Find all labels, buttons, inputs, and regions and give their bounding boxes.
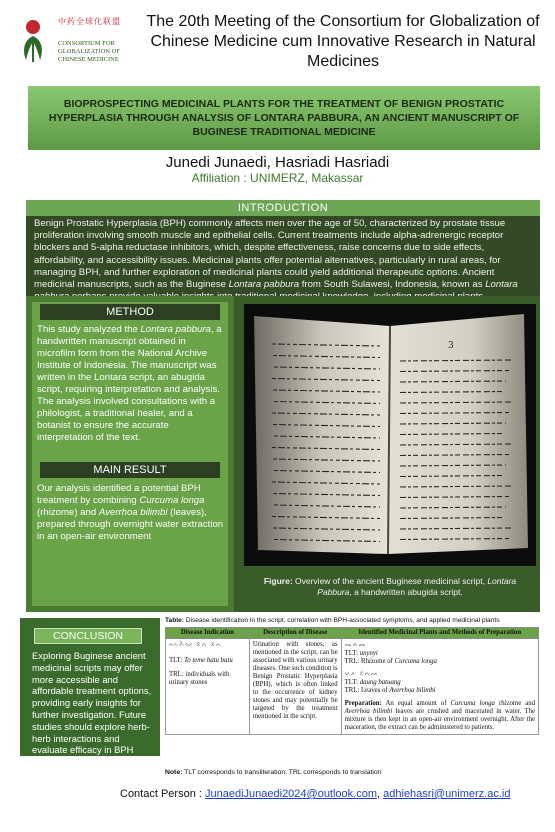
main-result-text: Our analysis identified a potential BPH treatment by combining Curcuma longa (rhizome) and Averrhoa bilimbi (leaves), prepared through overnight water extraction in an open-air environment <box>37 483 224 542</box>
poster-title-banner <box>28 86 540 150</box>
manuscript-image <box>244 304 536 566</box>
consortium-logo <box>18 14 136 76</box>
lontara-script-text: ᨉᨘᨂ ᨅᨈᨘᨓ <box>344 670 380 677</box>
leaf-emblem-icon <box>18 18 48 64</box>
table-header-cell: Description of Disease <box>249 628 341 639</box>
method-text: This study analyzed the Lontara pabbura, a handwritten manuscript obtained in microfilm form from the National Archive Institute of Indonesia. The manuscript was written in the Lontara script, an abugida script, requiring interpretation and analysis. The analysis involved consultations with a philologist, a traditional healer, and a botanist to ensure the accurate interpretation of the text. <box>37 324 222 443</box>
email-link-2[interactable]: adhiehasri@unimerz.ac.id <box>383 788 511 800</box>
lontara-script-text: ᨕᨘᨊᨗᨐᨗ <box>344 641 367 648</box>
email-link-1[interactable]: JunaediJunaedi2024@outlook.com <box>205 788 378 800</box>
plants-cell: ᨕᨘᨊᨗᨐᨗ TLT: unynyi TRL: Rhizome of Curcuma longa ᨉᨘᨂ ᨅᨈᨘᨓ TLT: daung batuang TRL: Leaves of Averrhoa bilimbi Preparation: An equal amount of Curcuma longa rhizome and Averrhoa bilimbi leaves are crushed and macerated in water. The mixture is then kept in an open-air environment overnight. After the maceration, the extract can be administered to patients. <box>341 639 538 735</box>
table-header-cell: Disease Indication <box>166 628 250 639</box>
table-header-row <box>166 628 539 639</box>
disease-indication-cell: ᨈᨚᨈᨛᨆᨙ ᨅᨈᨘ ᨅᨈᨘ TLT: To teme batu batu TRL: individuals with urinary stones <box>166 639 250 735</box>
figure-panel <box>234 296 540 612</box>
authors: Junedi Junaedi, Hasriadi Hasriadi <box>165 154 390 171</box>
introduction-text: Benign Prostatic Hyperplasia (BPH) commonly affects men over the age of 50, characterized by prostate tissue proliferation involving smooth muscle and epithelial cells. Current treatments include alpha-adrenergic receptor blockers and 5-alpha reductase inhibitors, which, despite effectiveness, raise concerns due to side effects, affordability, and accessibility issues. Medicinal plants offer potential alternatives, particularly in rural areas, for managing BPH, and further exploration of medicinal plants could yield additional therapeutic options. Ancient medicinal manuscripts, such as the Buginese Lontara pabbura from South Sulawesi, Indonesia, known as Lontara <box>34 218 518 291</box>
affiliation: Affiliation : UNIMERZ, Makassar <box>191 171 364 185</box>
method-heading: METHOD <box>40 304 220 320</box>
conclusion-heading: CONCLUSION <box>34 628 142 644</box>
table-header-cell: Identified Medicinal Plants and Methods of Preparation <box>341 628 538 639</box>
figure-caption: Figure: Overview of the ancient Buginese medicinal script, Lontara Pabbura, a handwritten abugida script. <box>263 576 517 597</box>
logo-english-text: CONSORTIUM FOR GLOBALIZATION OF CHINESE MEDICINE <box>58 40 120 63</box>
lontara-script-text: ᨈᨚᨈᨛᨆᨙ ᨅᨈᨘ ᨅᨈᨘ <box>169 641 223 648</box>
contact-line: Contact Person : JunaediJunaedi2024@outlook.com, adhiehasri@unimerz.ac.id <box>120 788 511 800</box>
main-result-heading: MAIN RESULT <box>40 462 220 478</box>
conclusion-text: Exploring Buginese ancient medicinal scripts may offer more accessible and affordable treatment options, providing early insights for further investigation. Future studies should explore herb-herb interactions and evaluate efficacy in BPH models. <box>32 650 152 768</box>
table-row <box>166 639 539 735</box>
conference-title: The 20th Meeting of the Consortium for Globalization of Chinese Medicine cum Innovative Research in Natural Medicines <box>146 13 540 70</box>
logo-chinese-text: 中药全球化联盟 <box>58 17 121 26</box>
manuscript-photo <box>244 304 536 566</box>
poster-title: BIOPROSPECTING MEDICINAL PLANTS FOR THE TREATMENT OF BENIGN PROSTATIC HYPERPLASIA THROUGH ANALYSIS OF LONTARA PABBURA, AN ANCIENT MANUSCRIPT OF BUGINESE TRADITIONAL MEDICINE <box>48 98 520 138</box>
conclusion-panel <box>20 618 160 768</box>
table-caption: Table: Disease identification in the script, correlation with BPH-associated symptoms, and applied medicinal plants <box>165 617 500 624</box>
disease-table <box>165 627 539 735</box>
introduction-section <box>26 200 540 296</box>
method-result-panel <box>26 296 234 612</box>
page-number: 3 <box>448 341 454 351</box>
description-cell: Urination with stones, as mentioned in the script, can be associated with various urinary diseases. One such condition is Benign Prostatic Hyperplasia (BPH), which is often linked to the occurrence of kidney stones and may potentially be targeted by the treatment mentioned in the script. <box>249 639 341 735</box>
introduction-heading: INTRODUCTION <box>26 200 540 216</box>
table-note: Note: TLT corresponds to transliteration; TRL corresponds to translation <box>165 769 382 776</box>
